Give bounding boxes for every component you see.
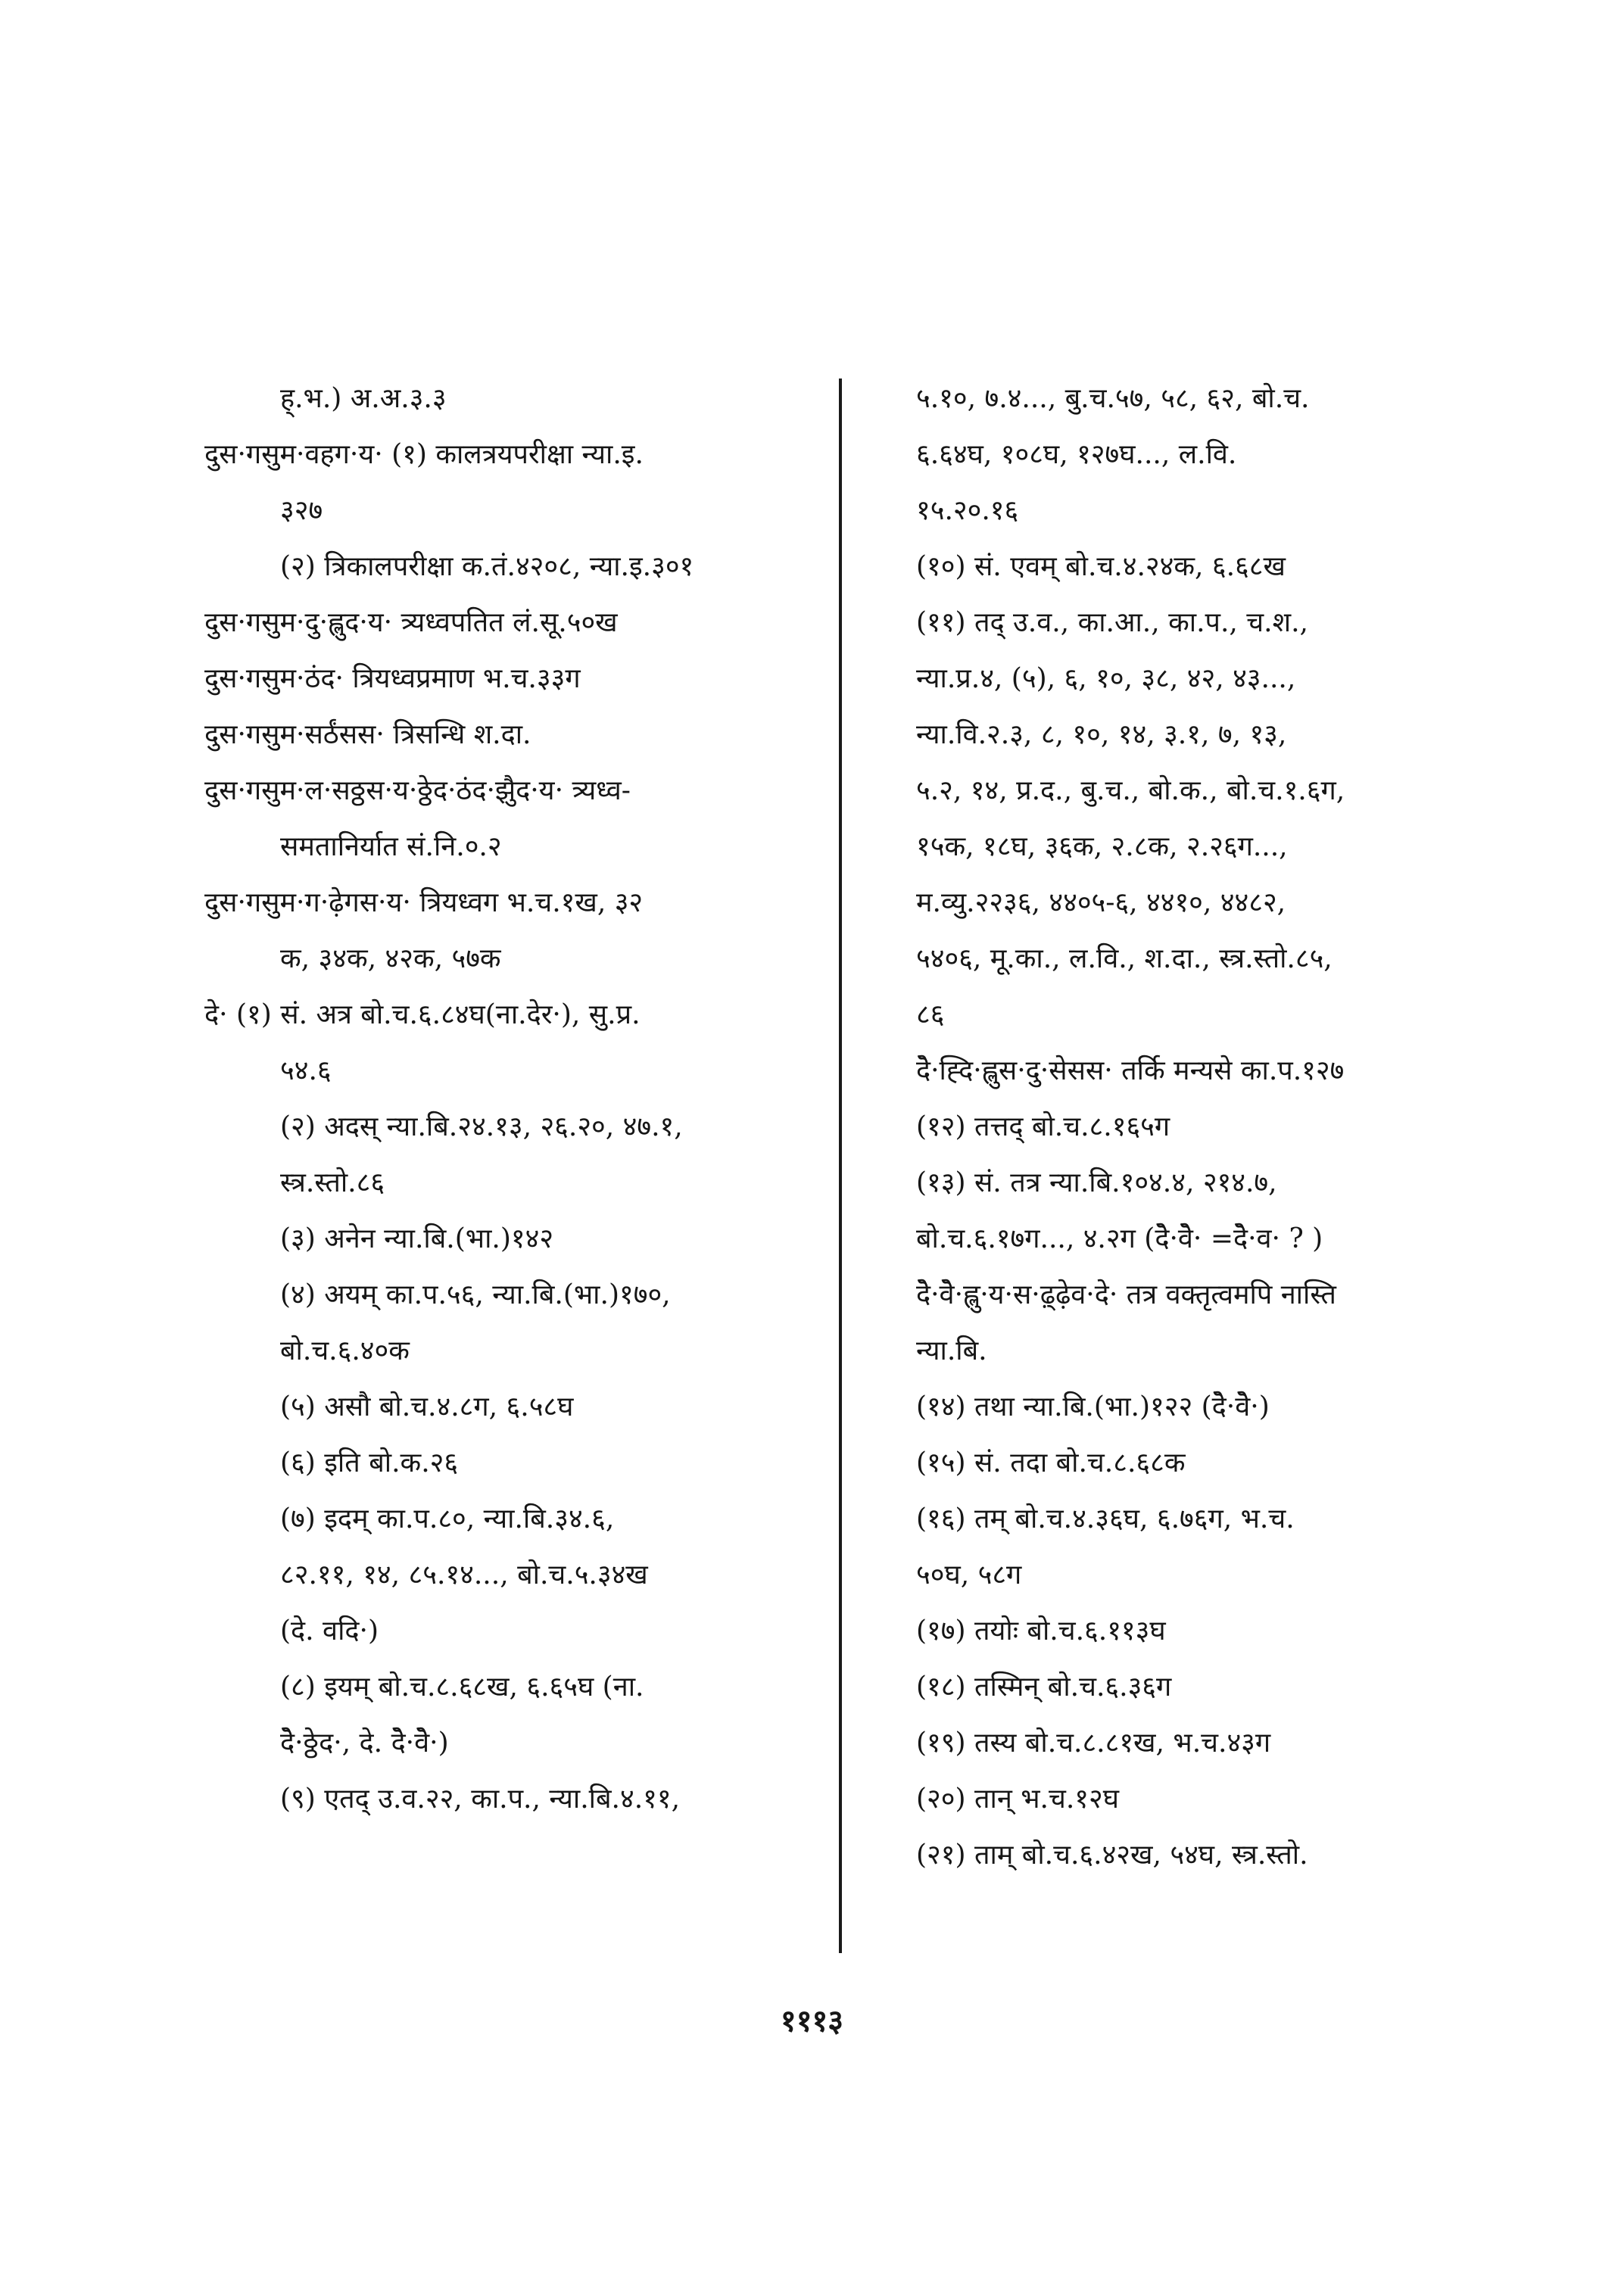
page-number: १११३	[780, 2003, 844, 2039]
left-column-entry: दे· (१) सं. अत्र बो.च.६.८४घ(ना.देर·), सु.प्र.	[204, 999, 641, 1030]
left-column-entry: स्त्र.स्तो.८६	[280, 1167, 385, 1198]
left-column-entry: ह्.भ.) अ.अ.३.३	[280, 383, 447, 414]
left-column-entry: (७) इदम् का.प.८०, न्या.बि.३४.६,	[280, 1503, 615, 1534]
right-column-entry: (१६) तम् बो.च.४.३६घ, ६.७६ग, भ.च.	[916, 1503, 1295, 1534]
left-column-entry: (८) इयम् बो.च.८.६८ख, ६.६५घ (ना.	[280, 1671, 644, 1703]
left-column-entry: (९) एतद् उ.व.२२, का.प., न्या.बि.४.११,	[280, 1784, 681, 1815]
left-column-entry: ८२.११, १४, ८५.१४..., बो.च.५.३४ख	[280, 1559, 648, 1590]
right-column-entry: ५४०६, मू.का., ल.वि., श.दा., स्त्र.स्तो.८५,	[916, 943, 1333, 974]
right-column-entry: देॆ·ह्दि·ह्लुस·दु·सेसस· तर्कि मन्यसे का.प.१२७	[916, 1055, 1345, 1086]
right-column-entry: ५.१०, ७.४..., बु.च.५७, ५८, ६२, बो.च.	[916, 383, 1310, 414]
right-column-entry: (११) तद् उ.व., का.आ., का.प., च.श.,	[916, 607, 1308, 638]
right-column-entry: (१०) सं. एवम् बो.च.४.२४क, ६.६८ख	[916, 551, 1286, 582]
right-column-entry: (१५) सं. तदा बो.च.८.६८क	[916, 1447, 1186, 1478]
right-column-entry: (१७) तयोः बो.च.६.११३घ	[916, 1615, 1166, 1647]
right-column-entry: १५.२०.१६	[916, 495, 1019, 526]
right-column-entry: देॆ·वेॆ·ह्लु·य·स·ढ़्ढ़ेव·दे· तत्र वक्तृत्वमपि नास्ति	[916, 1279, 1336, 1310]
left-column-entry: क, ३४क, ४२क, ५७क	[280, 943, 501, 974]
right-column-entry: (१८) तस्मिन् बो.च.६.३६ग	[916, 1671, 1172, 1703]
right-column-entry: म.व्यु.२२३६, ४४०५-६, ४४१०, ४४८२,	[916, 887, 1286, 918]
left-column-entry: समतानिर्यात सं.नि.०.२	[280, 831, 502, 862]
right-column-entry: बो.च.६.१७ग..., ४.२ग (देॆ·वेॆ· =देॆ·व· ? )	[916, 1223, 1323, 1254]
right-column-entry: न्या.वि.२.३, ८, १०, १४, ३.१, ७, १३,	[916, 719, 1287, 750]
right-column-entry: १५क, १८घ, ३६क, २.८क, २.२६ग...,	[916, 831, 1288, 862]
right-column-entry: ५.२, १४, प्र.द., बु.च., बो.क., बो.च.१.६ग,	[916, 775, 1345, 806]
left-column-entry: (२) त्रिकालपरीक्षा क.तं.४२०८, न्या.इ.३०१	[280, 551, 694, 582]
left-column-entry: दुस·गसुम·ल·सठ्ठस·य·ठ्ठेद·ठंद·झुैद·य· त्र्यध्व-	[204, 775, 631, 806]
left-column-entry: दुस·गसुम·वहग·य· (१) कालत्रयपरीक्षा न्या.इ.	[204, 439, 644, 470]
right-column	[916, 371, 1522, 1883]
left-column-entry: बो.च.६.४०क	[280, 1335, 410, 1366]
left-column-entry: दुस·गसुम·दु·ह्लुद·य· त्र्यध्वपतित लं.सू.५०ख	[204, 607, 618, 638]
left-column-entry: (६) इति बो.क.२६	[280, 1447, 459, 1478]
right-column-entry: (२१) ताम् बो.च.६.४२ख, ५४घ, स्त्र.स्तो.	[916, 1840, 1308, 1871]
right-column-entry: (१९) तस्य बो.च.८.८१ख, भ.च.४३ग	[916, 1728, 1271, 1759]
right-column-entry: ५०घ, ५८ग	[916, 1559, 1022, 1590]
left-column	[204, 371, 810, 1827]
left-column-entry: दुस·गसुम·ठंद· त्रियध्वप्रमाण भ.च.३३ग	[204, 663, 581, 694]
left-column-entry: दुस·गसुम·ग·ढ़ेगस·य· त्रियध्वग भ.च.१ख, ३२	[204, 887, 644, 918]
right-column-entry: (१३) सं. तत्र न्या.बि.१०४.४, २१४.७,	[916, 1167, 1277, 1198]
left-column-entry: (४) अयम् का.प.५६, न्या.बि.(भा.)१७०,	[280, 1279, 671, 1310]
right-column-entry: न्या.बि.	[916, 1335, 987, 1366]
left-column-entry: ५४.६	[280, 1055, 332, 1086]
left-column-entry: ३२७	[280, 495, 323, 526]
right-column-entry: ६.६४घ, १०८घ, १२७घ..., ल.वि.	[916, 439, 1237, 470]
right-column-entry: न्या.प्र.४, (५), ६, १०, ३८, ४२, ४३...,	[916, 663, 1296, 694]
right-column-entry: (१४) तथा न्या.बि.(भा.)१२२ (देॆ·वेॆ·)	[916, 1391, 1270, 1422]
column-divider	[839, 379, 842, 1953]
left-column-entry: (५) असौ बो.च.४.८ग, ६.५८घ	[280, 1391, 574, 1422]
right-column-entry: (१२) तत्तद् बो.च.८.१६५ग	[916, 1111, 1170, 1142]
left-column-entry: (दे. वदि·)	[280, 1615, 379, 1647]
right-column-entry: ८६	[916, 999, 945, 1030]
left-column-entry: (३) अनेन न्या.बि.(भा.)१४२	[280, 1223, 554, 1254]
left-column-entry: दुस·गसुम·सर्ठंसस· त्रिसन्धि श.दा.	[204, 719, 531, 750]
left-column-entry: देॆ·ठ्ठेद·, दे. देॆ·वेॆ·)	[280, 1728, 449, 1759]
left-column-entry: (२) अदस् न्या.बि.२४.१३, २६.२०, ४७.१,	[280, 1111, 683, 1142]
right-column-entry: (२०) तान् भ.च.१२घ	[916, 1784, 1120, 1815]
